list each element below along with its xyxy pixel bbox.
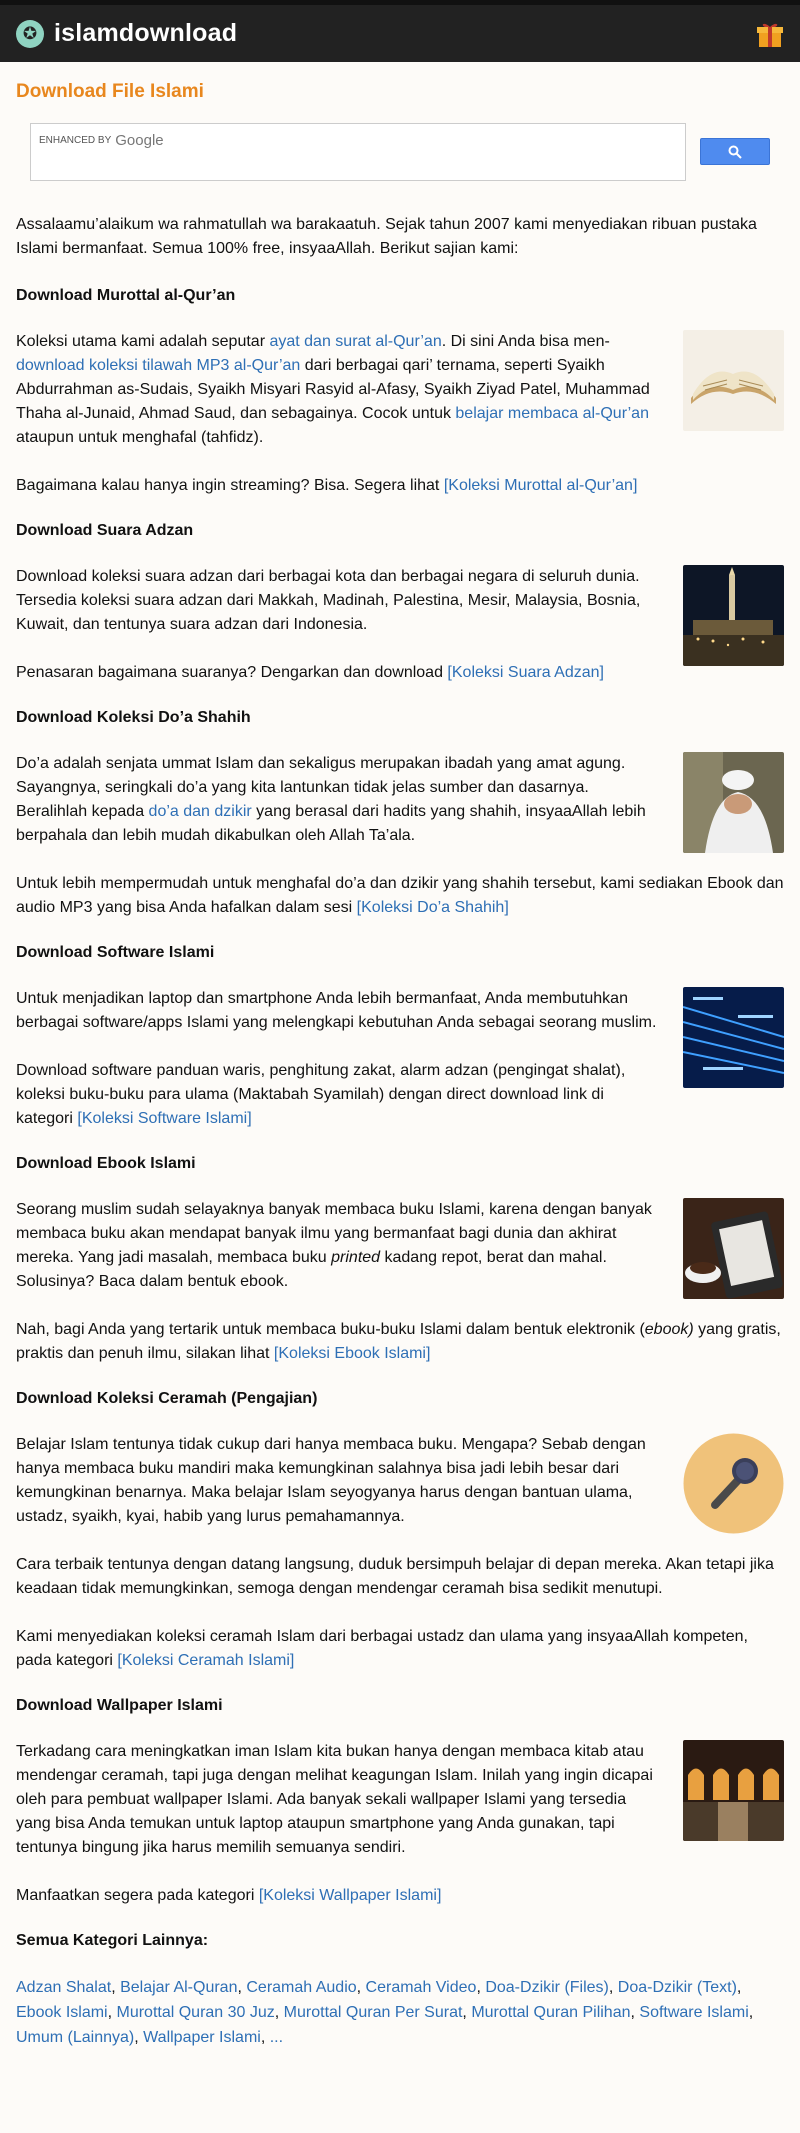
top-bar: [0, 0, 800, 62]
text: Nah, bagi Anda yang tertarik untuk membaca buku-buku Islami dalam bentuk elektronik (: [16, 1321, 645, 1338]
doa-paragraph-1: [16, 752, 663, 848]
heading-software: Download Software Islami: [16, 944, 215, 961]
text: yang gratis, praktis dan penuh ilmu, silakan lihat: [16, 1321, 781, 1362]
heading-wallpaper: Download Wallpaper Islami: [16, 1697, 223, 1714]
heading-murottal: Download Murottal al-Qur’an: [16, 287, 236, 304]
enhanced-label: ENHANCED BY: [39, 135, 112, 146]
text: yang berasal dari hadits yang shahih, insyaaAllah lebih berpahala dan lebih mudah dikabulkan oleh Allah Ta’ala.: [16, 803, 646, 844]
search-button[interactable]: [700, 138, 770, 165]
gift-icon[interactable]: [756, 19, 784, 49]
section-wallpaper: [16, 1740, 784, 1884]
heading-adzan: Download Suara Adzan: [16, 522, 194, 539]
heading-doa: Download Koleksi Do’a Shahih: [16, 709, 251, 726]
category-link[interactable]: Ceramah Video: [365, 1979, 477, 1996]
link-koleksi-software[interactable]: [Koleksi Software Islami]: [77, 1110, 252, 1127]
link-koleksi-ceramah[interactable]: [Koleksi Ceramah Islami]: [117, 1652, 295, 1669]
ceramah-paragraph-1: Belajar Islam tentunya tidak cukup dari hanya membaca buku. Mengapa? Sebab dengan hanya membaca buku mandiri maka kemungkinan salahnya bisa jadi lebih besar dari kemungkinan benarnya. Maka belajar Islam seyogyanya harus dengan bantuan ulama, ustadz, syaikh, kyai, habib yang lurus pemahamannya.: [16, 1436, 646, 1525]
text: Manfaatkan segera pada kategori: [16, 1887, 259, 1904]
site-name[interactable]: islamdownload: [54, 19, 238, 47]
link-koleksi-murottal[interactable]: [Koleksi Murottal al-Qur’an]: [443, 477, 638, 494]
text: Download software panduan waris, penghitung zakat, alarm adzan (pengingat shalat), koleksi buku-buku para ulama (Maktabah Syamilah) dengan direct download link di kategori: [16, 1062, 626, 1127]
category-link[interactable]: Doa-Dzikir (Files): [485, 1979, 609, 1996]
link-download-tilawah[interactable]: download koleksi tilawah MP3 al-Qur’an: [16, 357, 301, 374]
ereader-coffee-image: [683, 1198, 784, 1299]
text: . Di sini Anda bisa men-: [441, 333, 610, 350]
category-link[interactable]: Software Islami: [639, 2004, 749, 2021]
search-icon: [728, 145, 742, 159]
page-title: Download File Islami: [16, 81, 204, 102]
wallpaper-paragraph-1: Terkadang cara meningkatkan iman Islam kita bukan hanya dengan membaca kitab atau mendengar ceramah, tapi juga dengan melihat keagungan Islam. Inilah yang ingin dicapai oleh para pembuat wallpaper Islami. Ada banyak sekali wallpaper Islami yang tersedia yang bisa Anda temukan untuk laptop ataupun smartphone yang Anda gunakan, tapi tentunya bingung jika harus memilih semuanya sendiri.: [16, 1743, 653, 1856]
category-link[interactable]: Ebook Islami: [16, 2004, 108, 2021]
link-ayat-surat[interactable]: ayat dan surat al-Qur’an: [269, 333, 442, 350]
ebook-paragraph-2: [16, 1318, 784, 1366]
section-ceramah: [16, 1433, 784, 1553]
text: Seorang muslim sudah selayaknya banyak membaca buku Islami, karena dengan banyak membaca buku akan mendapat banyak ilmu yang bermanfaat bagi dunia dan akhirat mereka. Yang jadi masalah, membaca buku: [16, 1201, 652, 1266]
category-link[interactable]: Murottal Quran Per Surat: [283, 2004, 463, 2021]
enhanced-by-google: [39, 132, 677, 149]
microphone-icon: [683, 1433, 784, 1534]
text: Do’a adalah senjata ummat Islam dan sekaligus merupakan ibadah yang amat agung. Sayangnya, seringkali do’a yang kita lantunkan tidak jelas sumber dan dasarnya. Beralihlah kepada: [16, 755, 626, 820]
mosque-night-image: [683, 565, 784, 666]
ceramah-paragraph-3: [16, 1625, 784, 1673]
mosque-arches-image: [683, 1740, 784, 1841]
section-ebook: [16, 1198, 784, 1318]
ebook-paragraph-1: [16, 1198, 663, 1294]
category-links: Adzan Shalat, Belajar Al-Quran, Ceramah Audio, Ceramah Video, Doa-Dzikir (Files), Doa-Dzikir (Text), Ebook Islami, Murottal Quran 30 Juz, Murottal Quran Per Surat, Murottal Quran Pilihan, Software Islami, Umum (Lainnya), Wallpaper Islami, ...: [16, 1979, 754, 2046]
text-italic: ebook): [644, 1321, 694, 1338]
link-koleksi-wallpaper[interactable]: [Koleksi Wallpaper Islami]: [258, 1887, 442, 1904]
adzan-paragraph-1: Download koleksi suara adzan dari berbagai kota dan berbagai negara di seluruh dunia. Tersedia koleksi suara adzan dari Makkah, Madinah, Palestina, Mesir, Malaysia, Bosnia, Kuwait, dan tentunya suara adzan dari Indonesia.: [16, 568, 641, 633]
text: Kami menyediakan koleksi ceramah Islam dari berbagai ustadz dan ulama yang insyaaAllah kompeten, pada kategori: [16, 1628, 748, 1669]
murottal-paragraph-2: [16, 474, 784, 498]
text: Bagaimana kalau hanya ingin streaming? Bisa. Segera lihat: [16, 477, 444, 494]
google-label: Google: [115, 132, 164, 149]
text: Untuk lebih mempermudah untuk menghafal do’a dan dzikir yang shahih tersebut, kami sediakan Ebook dan audio MP3 yang bisa Anda hafalkan dalam sesi: [16, 875, 784, 916]
praying-man-image: [683, 752, 784, 853]
text: Koleksi utama kami adalah seputar: [16, 333, 270, 350]
search-input[interactable]: [39, 149, 677, 169]
moon-star-icon: ✪: [16, 20, 44, 48]
link-belajar-membaca[interactable]: belajar membaca al-Qur’an: [455, 405, 649, 422]
search-box[interactable]: [30, 123, 686, 181]
section-murottal: [16, 330, 784, 474]
adzan-paragraph-2: [16, 661, 663, 685]
text-italic: printed: [331, 1249, 381, 1266]
link-koleksi-ebook[interactable]: [Koleksi Ebook Islami]: [273, 1345, 431, 1362]
murottal-paragraph-1: [16, 330, 663, 450]
text: kadang repot, berat dan mahal. Solusinya? Baca dalam bentuk ebook.: [16, 1249, 607, 1290]
link-koleksi-adzan[interactable]: [Koleksi Suara Adzan]: [447, 664, 604, 681]
software-paragraph-1: Untuk menjadikan laptop dan smartphone Anda lebih bermanfaat, Anda membutuhkan berbagai software/apps Islami yang melengkapi kebutuhan Anda sebagai seorang muslim.: [16, 990, 657, 1031]
category-link[interactable]: Umum (Lainnya): [16, 2029, 135, 2046]
category-link[interactable]: Wallpaper Islami: [143, 2029, 261, 2046]
section-adzan: [16, 565, 784, 709]
link-koleksi-doa[interactable]: [Koleksi Do’a Shahih]: [356, 899, 509, 916]
category-link[interactable]: Ceramah Audio: [246, 1979, 357, 1996]
category-link[interactable]: Belajar Al-Quran: [120, 1979, 238, 1996]
heading-ebook: Download Ebook Islami: [16, 1155, 196, 1172]
category-link-more[interactable]: ...: [269, 2029, 284, 2046]
software-blue-image: [683, 987, 784, 1088]
heading-ceramah: Download Koleksi Ceramah (Pengajian): [16, 1390, 318, 1407]
heading-categories: Semua Kategori Lainnya:: [16, 1932, 209, 1949]
category-link[interactable]: Doa-Dzikir (Text): [617, 1979, 737, 1996]
category-link[interactable]: Adzan Shalat: [16, 1979, 112, 1996]
section-doa: [16, 752, 784, 872]
brand[interactable]: [16, 19, 237, 48]
software-paragraph-2: [16, 1059, 663, 1131]
wallpaper-paragraph-2: [16, 1884, 784, 1908]
quran-book-image: [683, 330, 784, 431]
ceramah-paragraph-2: Cara terbaik tentunya dengan datang langsung, duduk bersimpuh belajar di depan mereka. Akan tetapi jika keadaan tidak memungkinkan, semoga dengan mendengar ceramah bisa sedikit menutupi.: [16, 1556, 774, 1597]
search-bar: [30, 123, 770, 181]
doa-paragraph-2: [16, 872, 784, 920]
text: dari berbagai qari’ ternama, seperti Syaikh Abdurrahman as-Sudais, Syaikh Misyari Rasyid al-Afasy, Syaikh Ziyad Patel, Muhammad Thaha al-Junaid, Ahmad Saud, dan sebagainya. Cocok untuk: [16, 357, 650, 422]
category-link[interactable]: Murottal Quran Pilihan: [471, 2004, 631, 2021]
link-doa-dzikir[interactable]: do’a dan dzikir: [148, 803, 252, 820]
section-software: [16, 987, 784, 1155]
category-link[interactable]: Murottal Quran 30 Juz: [116, 2004, 275, 2021]
intro-text: Assalaamu’alaikum wa rahmatullah wa barakaatuh. Sejak tahun 2007 kami menyediakan ribuan pustaka Islami bermanfaat. Semua 100% free, insyaaAllah. Berikut sajian kami:: [16, 216, 757, 257]
text: Penasaran bagaimana suaranya? Dengarkan dan download: [16, 664, 448, 681]
text: ataupun untuk menghafal (tahfidz).: [16, 429, 264, 446]
